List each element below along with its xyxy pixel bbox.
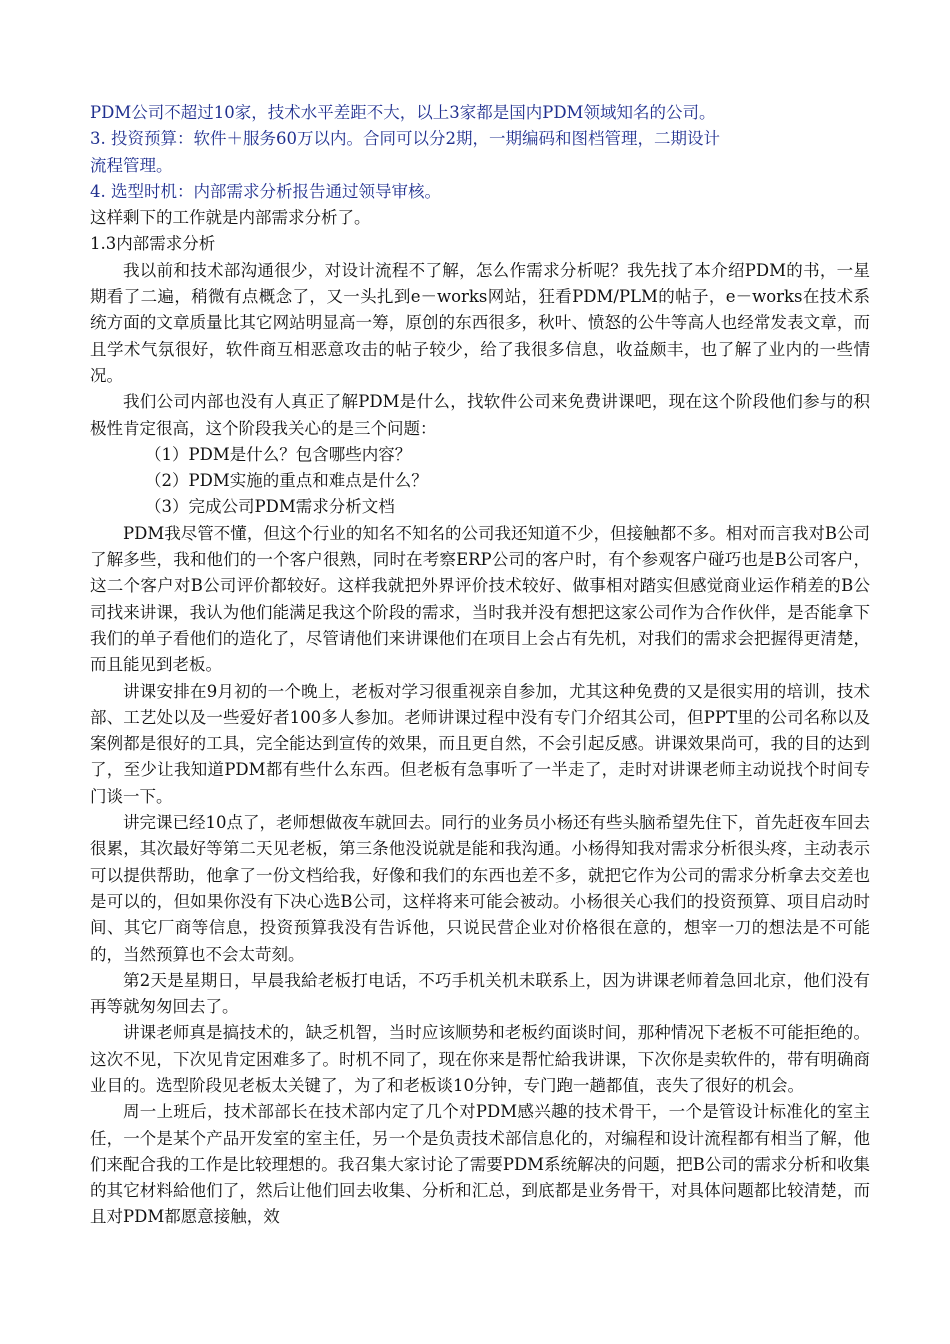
list-item: （1）PDM是什么？包含哪些内容？	[145, 444, 412, 464]
paragraph: 我以前和技术部沟通很少，对设计流程不了解，怎么作需求分析呢？我先找了本介绍PDM的书，一星期看了二遍，稍微有点概念了，又一头扎到e－works网站，狂看PDM/PLM的帖子，e－works在技术系统方面的文章质量比其它网站明显高一筹，原创的东西很多，秋叶、愤怒的公牛等高人也经常发表文章，而且学术气氛很好，软件商互相恶意攻击的帖子较少，给了我很多信息，收益颇丰，也了解了业内的一些情况。	[90, 260, 870, 385]
section-heading: 1.3内部需求分析	[90, 234, 216, 254]
paragraph: PDM我尽管不懂，但这个行业的知名不知名的公司我还知道不少，但接触都不多。相对而言我对B公司了解多些，我和他们的一个客户很熟，同时在考察ERP公司的客户时，有个参观客户碰巧也是B公司客户，这二个客户对B公司评价都较好。这样我就把外界评价技术较好、做事相对踏实但感觉商业运作稍差的B公司找来讲课，我认为他们能满足我这个阶段的需求，当时我并没有想把这家公司作为合作伙伴，是否能拿下我们的单子看他们的造化了，尽管请他们来讲课他们在项目上会占有先机，对我们的需求会把握得更清楚，而且能见到老板。	[90, 523, 870, 675]
paragraph: 第2天是星期日，早晨我給老板打电话，不巧手机关机未联系上，因为讲课老师着急回北京，他们没有再等就匆匆回去了。	[90, 970, 870, 1017]
text-line: 3. 投资预算：软件＋服务60万以内。合同可以分2期，一期编码和图档管理，二期设计	[90, 129, 720, 149]
paragraph: 讲课安排在9月初的一个晚上，老板对学习很重视亲自参加，尤其这种免费的又是很实用的培训，技术部、工艺处以及一些爱好者100多人参加。老师讲课过程中没有专门介绍其公司，但PPT里的公司名称以及案例都是很好的工具，完全能达到宣传的效果，而且更自然，不会引起反感。讲课效果尚可，我的目的达到了，至少让我知道PDM都有些什么东西。但老板有急事听了一半走了，走时对讲课老师主动说找个时间专门谈一下。	[90, 681, 870, 806]
text-line: PDM公司不超过10家，技术水平差距不大，以上3家都是国内PDM领域知名的公司。	[90, 103, 716, 122]
text-line: 4. 选型时机：内部需求分析报告通过领导审核。	[90, 181, 441, 201]
list-item: （2）PDM实施的重点和难点是什么？	[145, 471, 428, 491]
paragraph: 讲课老师真是搞技术的，缺乏机智，当时应该顺势和老板约面谈时间，那种情况下老板不可能拒绝的。这次不见，下次见肯定困难多了。时机不同了，现在你来是帮忙給我讲课，下次你是卖软件的，带有明确商业目的。选型阶段见老板太关键了，为了和老板谈10分钟，专门跑一趟都值，丧失了很好的机会。	[90, 1023, 870, 1095]
paragraph: 周一上班后，技术部部长在技术部内定了几个对PDM感兴趣的技术骨干，一个是管设计标准化的室主任，一个是某个产品开发室的室主任，另一个是负责技术部信息化的，对编程和设计流程都有相当了解，他们来配合我的工作是比较理想的。我召集大家讨论了需要PDM系统解决的问题，把B公司的需求分析和收集的其它材料給他们了，然后让他们回去收集、分析和汇总，到底都是业务骨干，对具体问题都比较清楚，而且对PDM都愿意接触，效	[90, 1102, 870, 1227]
text-line: 流程管理。	[90, 155, 173, 175]
list-item: （3）完成公司PDM需求分析文档	[145, 497, 395, 517]
paragraph: 我们公司内部也没有人真正了解PDM是什么，找软件公司来免费讲课吧，现在这个阶段他们参与的积极性肯定很高，这个阶段我关心的是三个问题：	[90, 392, 870, 438]
text-line: 这样剩下的工作就是内部需求分析了。	[90, 208, 371, 228]
document-page	[90, 100, 870, 1231]
paragraph: 讲完课已经10点了，老师想做夜车就回去。同行的业务员小杨还有些头脑希望先住下，首先赶夜车回去很累，其次最好等第二天见老板，第三条他没说就是能和我沟通。小杨得知我对需求分析很头疼，主动表示可以提供帮助，他拿了一份文档给我，好像和我们的东西也差不多，就把它作为公司的需求分析拿去交差也是可以的，但如果你没有下决心选B公司，这样将来可能会被动。小杨很关心我们的投资预算、项目启动时间、其它厂商等信息，投资预算我没有告诉他，只说民营企业对价格很在意的，想宰一刀的想法是不可能的，当然预算也不会太苛刻。	[90, 813, 870, 964]
